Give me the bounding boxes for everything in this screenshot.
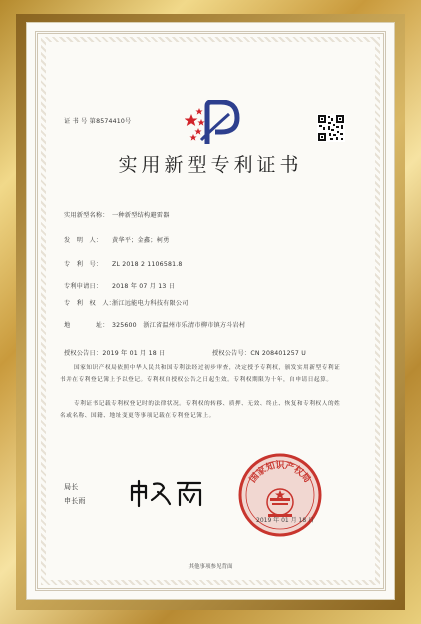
seal-date: 2019 年 01 月 18 日 <box>256 517 315 524</box>
field-address: 地 址： 325600 浙江省温州市乐清市柳市镇方斗岩村 <box>64 322 246 329</box>
body-paragraph-1: 国家知识产权局依照中华人民共和国专利法经过初步审查，决定授予专利权，颁发实用新型专利证书并在专利登记簿上予以登记。专利权自授权公告之日起生效。专利权期限为十年，自申请日起算。 <box>60 365 341 383</box>
director-name: 申长雨 <box>64 497 86 505</box>
field-patent-number: 专 利 号： ZL 2018 2 1106581.8 <box>64 261 183 268</box>
svg-text:国家知识产权局: 国家知识产权局 <box>248 461 312 485</box>
footer-note: 其他事项参见背面 <box>188 564 233 570</box>
qr-code-icon <box>317 114 345 142</box>
director-title: 局长 <box>64 483 79 491</box>
field-application-date: 专利申请日： 2018 年 07 月 13 日 <box>64 283 176 290</box>
certificate-title: 实用新型专利证书 <box>118 154 303 176</box>
field-patentee: 专 利 权 人：浙江远能电力科技有限公司 <box>64 300 189 307</box>
official-seal-icon <box>237 452 323 538</box>
grant-date: 授权公告日：2019 年 01 月 18 日 <box>64 350 166 357</box>
body-paragraph-2: 专利证书记载专利权登记时的法律状况。专利权的转移、质押、无效、终止、恢复和专利权人的姓名或名称、国籍、地址变更等事项记载在专利登记簿上。 <box>60 401 341 419</box>
cnipa-logo-icon <box>185 100 241 146</box>
cert-number: 证 书 号 第8574410号 <box>64 118 132 125</box>
grant-number: 授权公告号：CN 208401257 U <box>212 350 306 357</box>
director-signature <box>128 478 208 508</box>
field-utility-model-name: 实用新型名称： 一种新型结构避雷器 <box>64 212 170 219</box>
field-inventors: 发 明 人： 黄华平；金鑫；柯勇 <box>64 237 170 244</box>
